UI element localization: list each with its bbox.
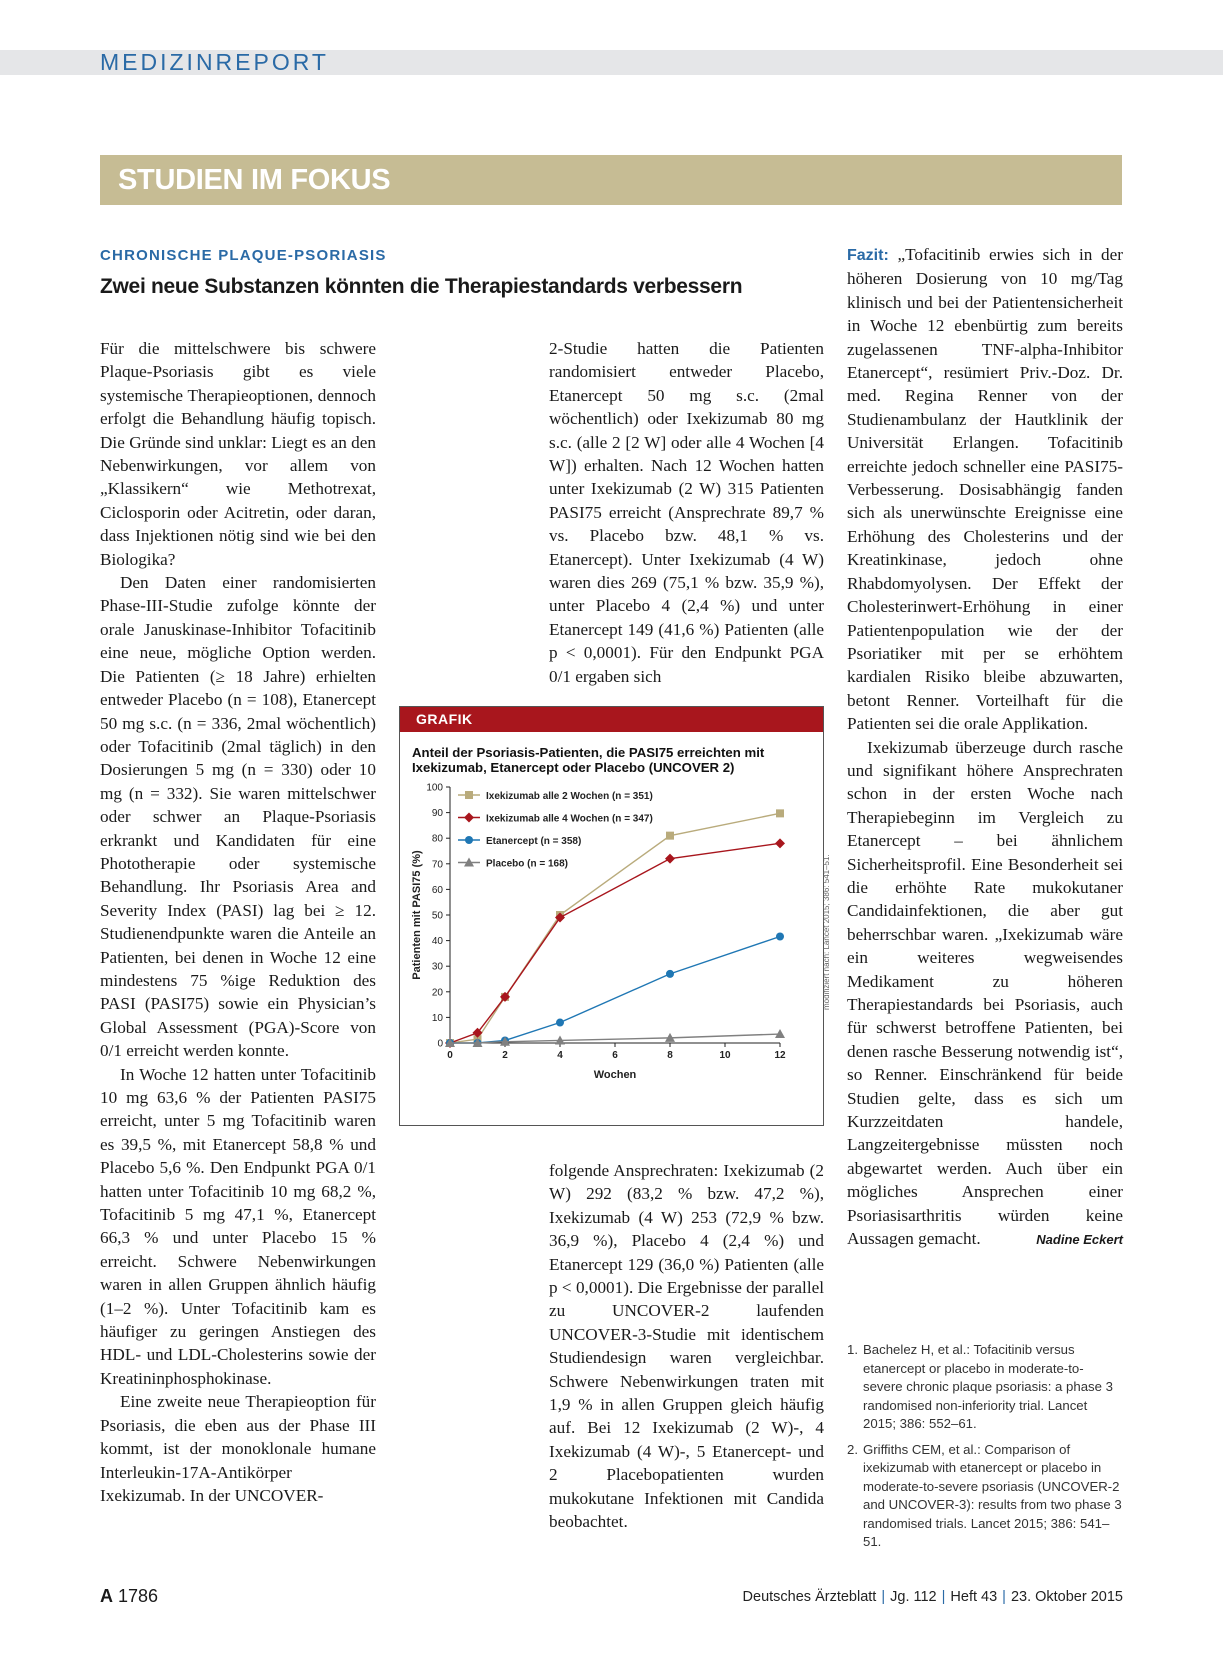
y-tick-label: 10	[431, 1012, 443, 1024]
paragraph: Ixekizumab überzeuge durch rasche und signifikant höhere Ansprechraten schon in der ersten Woche nach Therapiebeginn im Vergleich zu Etanercept – bei ähnlichem Sicherheitsprofil. Eine Besonderheit sei die erhöhte Rate mukokutaner Candidainfektionen, die aber gut beherrschbar waren. „Ixekizumab wäre ein weiteres wegweisendes Medikament zu höheren Therapiestandards bei Psoriasis, auch für schwerst betroffene Patienten, bei denen rasche Besserung notwendig ist“, so Renner. Einschränkend für beide Studien gelte, dass es sich um Kurzzeitdaten handele, Langzeitergebnisse müssten noch abgewartet werden. Auch über ein mögliches Ansprechen einer Psoriasisarthritis würden keine Aussagen gemacht.	[847, 737, 1123, 1249]
x-tick-label: 0	[447, 1050, 453, 1061]
paragraph	[847, 243, 1123, 736]
legend-marker	[465, 836, 473, 844]
page-number	[100, 1586, 158, 1607]
legend-label: Ixekizumab alle 4 Wochen (n = 347)	[486, 813, 653, 825]
fazit-label: Fazit:	[847, 247, 889, 264]
data-point	[666, 832, 674, 840]
journal-name: Deutsches Ärzteblatt	[742, 1589, 877, 1605]
reference-number: 1.	[847, 1342, 858, 1357]
author-name: Nadine Eckert	[1036, 1232, 1123, 1248]
journal-info: Deutsches Ärzteblatt | Jg. 112 | Heft 43 | 23. Oktober 2015	[742, 1589, 1123, 1605]
x-tick-label: 4	[557, 1050, 563, 1061]
data-point	[776, 809, 784, 817]
fazit-text: „Tofacitinib erwies sich in der höheren Dosierung von 10 mg/Tag klinisch und bei der Patientensicherheit in Woche 12 ebenbürtig zum bereits zugelassenen TNF-alpha-Inhibitor Etanercept“, resümiert Priv.-Doz. Dr. med. Regina Renner von der Studienambulanz der Hautklinik der Universität Erlangen. Tofacitinib erreichte jedoch schneller eine PASI75-Verbesserung. Dosisabhängig fanden sich als unerwünschte Ereignisse eine Erhöhung des Cholesterins und der Kreatinkinase, jedoch ohne Rhabdomyolysen. Der Effekt der Cholesterinwert-Erhöhung in einer Patientenpopulation wie der der Psoriatiker mit per se erhöhtem kardialen Risiko bleibe abzuwarten, betont Renner. Vorteilhaft für die Patienten sei die orale Applikation.	[847, 245, 1123, 734]
series-line	[450, 937, 780, 1043]
article-kicker: CHRONISCHE PLAQUE-PSORIASIS	[100, 247, 387, 264]
x-tick-label: 2	[502, 1050, 508, 1061]
legend-label: Etanercept (n = 358)	[486, 836, 582, 847]
article-headline: Zwei neue Substanzen könnten die Therapiestandards verbessern	[100, 275, 743, 298]
y-axis-label: Patienten mit PASI75 (%)	[411, 850, 423, 980]
journal-date: 23. Oktober 2015	[1010, 1589, 1123, 1605]
data-point	[775, 838, 785, 848]
y-tick-label: 70	[431, 859, 443, 871]
y-tick-label: 100	[426, 782, 443, 794]
paragraph: In Woche 12 hatten unter Tofacitinib 10 mg 63,6 % der Patienten PASI75 erreicht, unter 5 mg Tofacitinib waren es 39,5 %, mit Etanercept 58,8 % und Placebo 5,6 %. Den Endpunkt PGA 0/1 hatten unter Tofacitinib 10 mg 68,2 %, Tofacitinib 5 mg 47,1 %, Etanercept 66,3 % und unter Placebo 15 % erreicht. Schwere Nebenwirkungen waren in allen Gruppen ähnlich häufig (1–2 %). Unter Tofacitinib kam es häufiger zu geringen Anstiegen des HDL- und LDL-Cholesterins sowie der Kreatininphosphokinase.	[100, 1064, 376, 1388]
references	[847, 1341, 1123, 1559]
reference-number: 2.	[847, 1441, 858, 1457]
legend-label: Placebo (n = 168)	[486, 858, 568, 870]
data-point	[776, 933, 784, 941]
y-tick-label: 20	[431, 987, 443, 999]
y-tick-label: 60	[431, 884, 443, 896]
column-1	[100, 337, 376, 1507]
figure-label: GRAFIK	[400, 707, 823, 732]
legend-marker	[464, 813, 474, 823]
paragraph: Eine zweite neue Therapieoption für Psoriasis, die eben aus der Phase III kommt, ist der monoklonale humane Interleukin-17A-Antikörper Ixekizumab. In der UNCOVER-	[100, 1392, 376, 1505]
reference-item	[847, 1341, 1123, 1434]
data-point	[666, 970, 674, 978]
x-tick-label: 12	[774, 1050, 786, 1061]
section-label: MEDIZINREPORT	[100, 49, 329, 75]
legend-marker	[465, 791, 473, 799]
y-tick-label: 50	[431, 910, 443, 922]
paragraph: 2-Studie hatten die Patienten randomisiert entweder Placebo, Etanercept 50 mg s.c. (2mal wöchentlich) oder Ixekizumab 80 mg s.c. (alle 2 [2 W] oder alle 4 Wochen [4 W]) erhalten. Nach 12 Wochen hatten unter Ixekizumab (2 W) 315 Patienten PASI75 erreicht (Ansprechrate 89,7 % vs. Placebo bzw. 48,1 % vs. Etanercept). Unter Ixekizumab (4 W) waren dies 269 (75,1 % bzw. 35,9 %), unter Placebo 4 (2,4 %) und unter Etanercept 149 (41,6 %) Patienten (alle p < 0,0001). Für den Endpunkt PGA 0/1 ergaben sich	[549, 339, 824, 686]
y-tick-label: 90	[431, 808, 443, 820]
column-2-top	[549, 337, 824, 688]
paragraph: Für die mittelschwere bis schwere Plaque-Psoriasis gibt es viele systemische Therapieoptionen, dennoch erfolgt die Behandlung häufig topisch. Die Gründe sind unklar: Liegt es an den Nebenwirkungen, vor allem von „Klassikern“ wie Methotrexat, Ciclosporin oder Acitretin, oder daran, dass Injektionen nötig sind wie bei den Biologika?	[100, 339, 376, 569]
paragraph: Den Daten einer randomisierten Phase-III-Studie zufolge könnte der orale Januskinase-Inhibitor Tofacitinib eine neue, mögliche Option werden. Die Patienten (≥ 18 Jahre) erhielten entweder Placebo (n = 108), Etanercept 50 mg s.c. (n = 336, 2mal wöchentlich) oder Tofacitinib (2mal täglich) in den Dosierungen 5 mg (n = 330) oder 10 mg (n = 332). Sie waren mittelschwer oder schwer an Plaque-Psoriasis erkrankt und Kandidaten für eine Phototherapie oder systemische Behandlung. Ihr Psoriasis Area and Severity Index (PASI) lag bei ≥ 12. Studienendpunkte waren die Anteile an Patienten, bei denen in Woche 12 eine mindestens 75 %ige Reduktion des PASI (PASI75) sowie ein Physician’s Global Assessment (PGA)-Score von 0/1 erreicht werden konnte.	[100, 573, 376, 1061]
line-chart	[400, 707, 825, 1127]
x-tick-label: 6	[612, 1050, 618, 1061]
series-line	[450, 1034, 780, 1043]
section-banner	[100, 155, 1122, 205]
x-tick-label: 8	[667, 1050, 673, 1061]
journal-volume: Jg. 112	[890, 1589, 937, 1605]
page-number-value: 1786	[118, 1586, 159, 1606]
page-prefix: A	[100, 1586, 113, 1606]
y-tick-label: 0	[437, 1038, 443, 1050]
column-2-bottom	[549, 1159, 824, 1534]
journal-issue: Heft 43	[950, 1589, 998, 1605]
reference-item	[847, 1441, 1123, 1552]
chart-title: Anteil der Psoriasis-Patienten, die PASI75 erreichten mit Ixekizumab, Etanercept oder Placebo (UNCOVER 2)	[412, 745, 765, 775]
y-tick-label: 40	[431, 936, 443, 948]
x-axis-label: Wochen	[593, 1069, 637, 1081]
figure-box	[399, 706, 824, 1126]
paragraph: folgende Ansprechraten: Ixekizumab (2 W) 292 (83,2 % bzw. 47,2 %), Ixekizumab (4 W) 253 (72,9 % bzw. 36,9 %), Placebo 4 (2,4 %) und Etanercept 129 (36,0 %) Patienten (alle p < 0,0001). Die Ergebnisse der parallel zu UNCOVER-2 laufenden UNCOVER-3-Studie mit identischem Studiendesign waren vergleichbar. Schwere Nebenwirkungen traten mit 1,9 % in allen Gruppen gleich häufig auf. Bei 12 Ixekizumab (2 W)-, 4 Ixekizumab (4 W)-, 5 Etanercept- und 2 Placebopatienten wurden mukokutane Infektionen mit Candida beobachtet.	[549, 1161, 824, 1532]
series-line	[450, 813, 780, 1043]
column-3	[847, 243, 1123, 1252]
reference-text: Griffiths CEM, et al.: Comparison of ixekizumab with etanercept or placebo in moderate-to-severe psoriasis (UNCOVER-2 and UNCOVER-3): results from two phase 3 randomised trials. Lancet 2015; 386: 541–51.	[863, 1441, 1122, 1549]
y-tick-label: 30	[431, 961, 443, 973]
y-tick-label: 80	[431, 833, 443, 845]
legend-label: Ixekizumab alle 2 Wochen (n = 351)	[486, 791, 653, 802]
series-line	[450, 843, 780, 1043]
data-point	[556, 1019, 564, 1027]
reference-text: Bachelez H, et al.: Tofacitinib versus etanercept or placebo in moderate-to-severe chronic plaque psoriasis: a phase 3 randomised non-inferiority trial. Lancet 2015; 386: 552–61.	[863, 1342, 1113, 1431]
data-point	[665, 854, 675, 864]
figure-credit: modifiziert nach: Lancet 2015; 386: 541–51.	[822, 854, 831, 1010]
banner-title: STUDIEN IM FOKUS	[118, 164, 391, 196]
x-tick-label: 10	[719, 1050, 731, 1061]
